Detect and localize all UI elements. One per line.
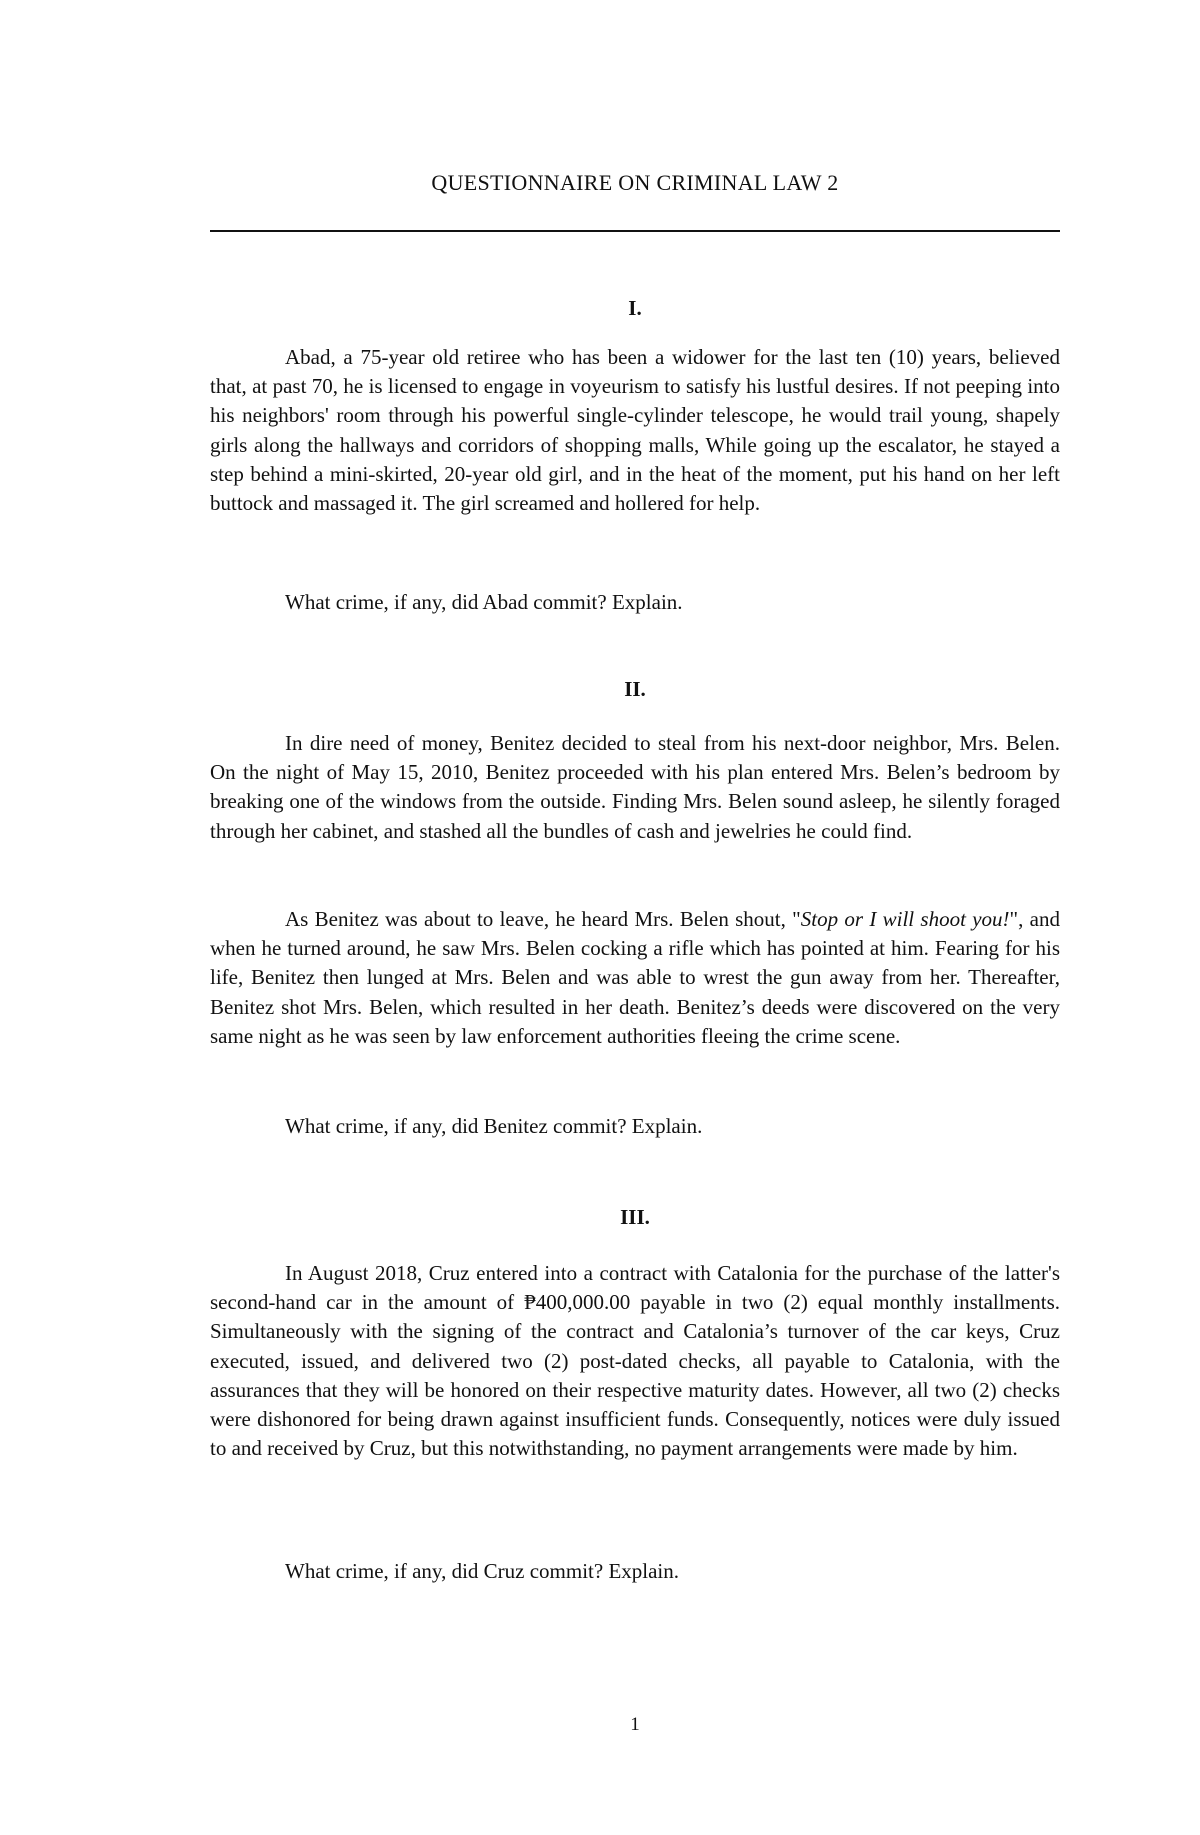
section-3-paragraph: In August 2018, Cruz entered into a contract with Catalonia for the purchase of the latter's second-hand car in the amount of ₱400,000.00 payable in two (2) equal monthly installments. Simultaneously with the signing of the contract and Catalonia’s turnover of the car keys, Cruz executed, issued, and delivered two (2) post-dated checks, all payable to Catalonia, with the assurances that they will be honored on their respective maturity dates. However, all two (2) checks were dishonored for being drawn against insufficient funds. Consequently, notices were duly issued to and received by Cruz, but this notwithstanding, no payment arrangements were made by him. (210, 1261, 1060, 1461)
section-1-question: What crime, if any, did Abad commit? Explain. (285, 590, 683, 614)
paragraph-text: ", and when he turned around, he saw Mrs. Belen cocking a rifle which has pointed at him. Fearing for his life, Benitez then lunged at Mrs. Belen and was able to wrest the gun away from her. Thereafter, Benitez shot Mrs. Belen, which resulted in her death. Benitez’s deeds were discovered on the very same night as he was seen by law enforcement authorities fleeing the crime scene. (210, 907, 1060, 1048)
section-heading-2: II. (624, 677, 646, 701)
section-heading-3: III. (620, 1205, 650, 1229)
section-1-paragraph: Abad, a 75-year old retiree who has been a widower for the last ten (10) years, believed that, at past 70, he is licensed to engage in voyeurism to satisfy his lustful desires. If not peeping into his neighbors' room through his powerful single-cylinder telescope, he would trail young, shapely girls along the hallways and corridors of shopping malls, While going up the escalator, he stayed a step behind a mini-skirted, 20-year old girl, and in the heat of the moment, put his hand on her left buttock and massaged it. The girl screamed and hollered for help. (210, 345, 1060, 516)
section-heading-1: I. (628, 296, 642, 320)
section-2-paragraph-2 (210, 905, 1060, 1051)
quoted-speech: Stop or I will shoot you! (800, 907, 1010, 931)
section-3-question: What crime, if any, did Cruz commit? Explain. (285, 1559, 680, 1583)
section-2-paragraph-1: In dire need of money, Benitez decided to steal from his next-door neighbor, Mrs. Belen. On the night of May 15, 2010, Benitez proceeded with his plan entered Mrs. Belen’s bedroom by breaking one of the windows from the outside. Finding Mrs. Belen sound asleep, he silently foraged through her cabinet, and stashed all the bundles of cash and jewelries he could find. (210, 731, 1060, 843)
section-2-question: What crime, if any, did Benitez commit? Explain. (285, 1114, 703, 1138)
document-title: QUESTIONNAIRE ON CRIMINAL LAW 2 (431, 170, 839, 195)
paragraph-text: As Benitez was about to leave, he heard Mrs. Belen shout, " (285, 907, 801, 931)
title-divider (210, 230, 1060, 232)
page-number: 1 (630, 1714, 640, 1735)
